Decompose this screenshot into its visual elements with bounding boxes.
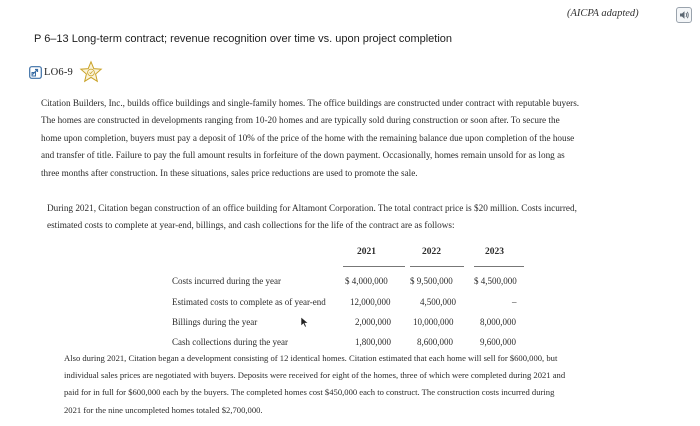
contract-paragraph — [47, 200, 577, 234]
source-note: (AICPA adapted) — [567, 8, 639, 19]
row-label-estimated-costs: Estimated costs to complete as of year-end — [172, 297, 326, 307]
header-rule — [343, 266, 405, 267]
problem-title: P 6–13 Long-term contract; revenue recognition over time vs. upon project completion — [34, 33, 453, 45]
table-cell: $ 4,000,000 — [345, 276, 388, 286]
paragraph-line: and transfer of title. Failure to pay the full amount results in forfeiture of the down payment. Occasionally, homes remain unsold for as long as — [41, 150, 565, 161]
mouse-cursor-icon — [300, 316, 310, 328]
star-icon — [79, 60, 103, 84]
intro-paragraph — [41, 95, 579, 182]
paragraph-line: individual sales prices are negotiated with buyers. Deposits were received for eight of the homes, three of which were completed during 2021 and — [64, 370, 566, 381]
row-label-costs-incurred: Costs incurred during the year — [172, 276, 281, 286]
column-header-2021: 2021 — [357, 247, 376, 257]
paragraph-line: 2021 for the nine uncompleted homes totaled $2,700,000. — [64, 404, 263, 415]
table-cell: 10,000,000 — [413, 317, 454, 327]
header-rule — [410, 266, 464, 267]
table-cell: 8,600,000 — [417, 337, 453, 347]
table-cell: 1,800,000 — [355, 337, 391, 347]
table-cell: $ 9,500,000 — [410, 276, 453, 286]
header-rule — [474, 266, 524, 267]
paragraph-line: The homes are constructed in developments ranging from 10-20 homes and are typically sold during construction or soon after. To secure the — [41, 115, 560, 126]
table-cell: 4,500,000 — [420, 297, 456, 307]
table-cell: – — [512, 297, 517, 307]
table-cell: 9,600,000 — [480, 337, 516, 347]
column-header-2023: 2023 — [485, 247, 504, 257]
paragraph-line: During 2021, Citation began construction of an office building for Altamont Corporation. The total contract price is $20 million. Costs incurred, — [47, 203, 577, 213]
table-cell: 12,000,000 — [350, 297, 391, 307]
learning-objective — [29, 59, 103, 85]
paragraph-line: Also during 2021, Citation began a development consisting of 12 identical homes. Citation estimated that each home will sell for $600,000, but — [64, 353, 558, 363]
homes-paragraph — [64, 350, 565, 419]
paragraph-line: three months after construction. In these situations, sales price reductions are used to promote the sale. — [41, 167, 418, 178]
table-cell: 8,000,000 — [480, 317, 516, 327]
paragraph-line: estimated costs to complete at year-end, billings, and cash collections for the life of the contract are as follows: — [47, 220, 455, 230]
paragraph-line: Citation Builders, Inc., builds office buildings and single-family homes. The office buildings are constructed under contract with reputable buyers. — [41, 98, 580, 108]
row-label-cash-collections: Cash collections during the year — [172, 337, 288, 347]
row-label-billings: Billings during the year — [172, 317, 258, 327]
table-cell: $ 4,500,000 — [474, 276, 517, 286]
audio-button[interactable] — [676, 7, 692, 23]
paragraph-line: paid for in full for $600,000 each by the buyers. The completed homes cost $450,000 each to construct. The construction costs incurred during — [64, 387, 555, 398]
paragraph-line: home upon completion, buyers must pay a deposit of 10% of the price of the home with the remaining balance due upon completion of the house — [41, 132, 575, 143]
learning-objective-label: LO6-9 — [44, 66, 73, 78]
column-header-2022: 2022 — [422, 247, 441, 257]
link-icon[interactable] — [29, 66, 42, 79]
speaker-icon — [679, 10, 690, 20]
table-cell: 2,000,000 — [355, 317, 391, 327]
